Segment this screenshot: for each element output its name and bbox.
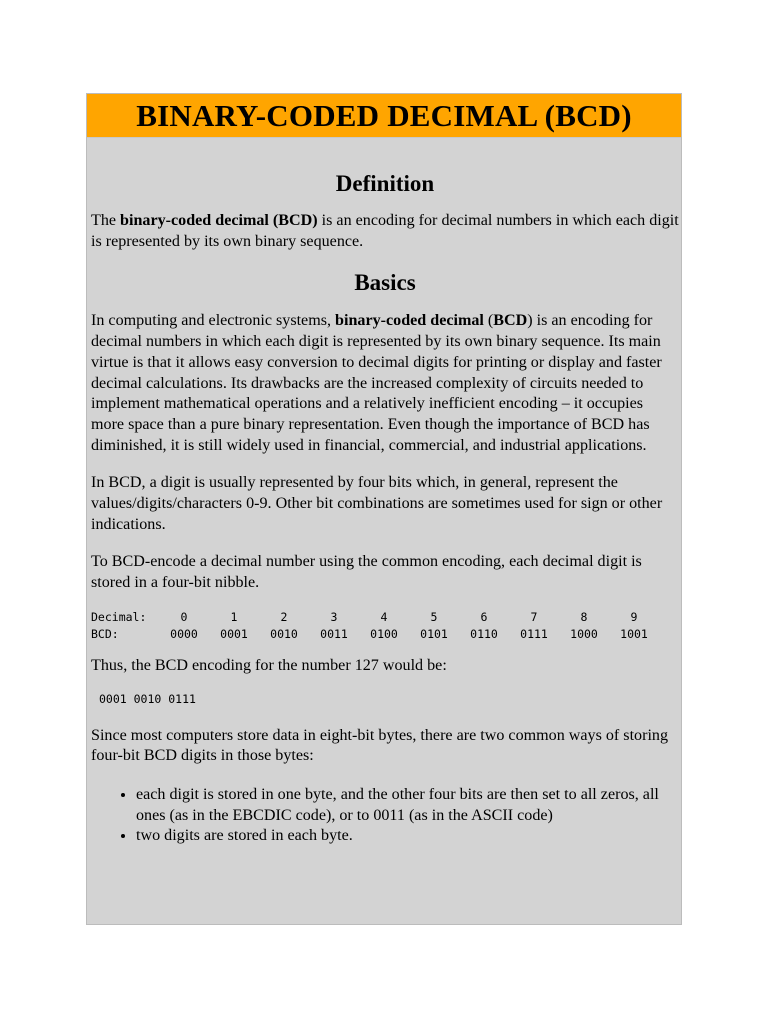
bcd-code: 0111 [520, 626, 548, 641]
basics-paragraph-1 [91, 311, 679, 456]
decimal-digit: 2 [280, 609, 288, 624]
definition-text-pre: The [91, 212, 121, 229]
title-bar [87, 94, 681, 138]
basics-p1-post: ) is an encoding for decimal numbers in which each digit is represented by its own binary sequence. Its main virtue is that it allows easy conversion to decimal digits for printing or display and faster decimal calculations. Its drawbacks are the increased complexity of circuits needed to implement mathematical operations and a relatively inefficient encoding – it occupies more space than a pure binary representation. Even though the importance of BCD has diminished, it is still widely used in financial, commercial, and industrial applications. [91, 312, 662, 454]
basics-p1-pre: In computing and electronic systems, [91, 312, 336, 330]
bcd-code: 0011 [320, 626, 348, 641]
decimal-digit: 9 [630, 609, 638, 624]
decimal-digit: 4 [380, 609, 388, 624]
decimal-row [91, 609, 659, 626]
bcd-label: BCD: [91, 626, 119, 641]
definition-text-post: is an encoding for decimal numbers in which each digit is represented by its own binary sequence. [91, 212, 679, 250]
bcd-code: 0010 [270, 626, 298, 641]
bcd-example-code: 0001 0010 0111 [99, 691, 196, 706]
definition-heading: Definition [335, 171, 435, 196]
list-item: • two digits are stored in each byte. [136, 826, 679, 847]
bcd-code: 0110 [470, 626, 498, 641]
bcd-code: 0100 [370, 626, 398, 641]
document-content [91, 138, 679, 847]
bcd-encoding-table [91, 609, 659, 643]
bcd-row [91, 626, 659, 643]
bcd-code: 1000 [570, 626, 598, 641]
decimal-digit: 0 [180, 609, 188, 624]
definition-term: binary-coded decimal (BCD) [120, 212, 318, 229]
bcd-code: 0001 [220, 626, 248, 641]
decimal-digit: 8 [580, 609, 588, 624]
decimal-digit: 3 [330, 609, 338, 624]
decimal-digit: 1 [230, 609, 238, 624]
basics-p1-abbr: BCD [493, 312, 528, 330]
decimal-digit: 7 [530, 609, 538, 624]
basics-p1-term: binary-coded decimal [335, 312, 484, 330]
decimal-label: Decimal: [91, 609, 147, 624]
bcd-code: 0000 [170, 626, 198, 641]
definition-paragraph [91, 211, 679, 252]
basics-paragraph-5: Since most computers store data in eight-bit bytes, there are two common ways of storing four-bit BCD digits in those bytes: [91, 726, 669, 765]
basics-p1-mid: ( [483, 312, 494, 330]
decimal-digit: 6 [480, 609, 488, 624]
document-box [86, 93, 682, 925]
bcd-code: 1001 [620, 626, 648, 641]
basics-paragraph-4: Thus, the BCD encoding for the number 127 would be: [91, 656, 447, 674]
basics-paragraph-2: In BCD, a digit is usually represented by four bits which, in general, represent the values/digits/characters 0-9. Other bit combinations are sometimes used for sign or other indications. [91, 474, 663, 533]
bcd-code: 0101 [420, 626, 448, 641]
list-item: • each digit is stored in one byte, and the other four bits are then set to all zeros, all ones (as in the EBCDIC code), or to 0011 (as in the ASCII code) [136, 785, 679, 826]
basics-paragraph-3: To BCD-encode a decimal number using the common encoding, each decimal digit is stored in a four-bit nibble. [91, 553, 642, 592]
storage-methods-list [91, 785, 679, 847]
basics-heading: Basics [354, 270, 416, 296]
page-title: BINARY-CODED DECIMAL (BCD) [136, 97, 632, 133]
decimal-digit: 5 [430, 609, 438, 624]
